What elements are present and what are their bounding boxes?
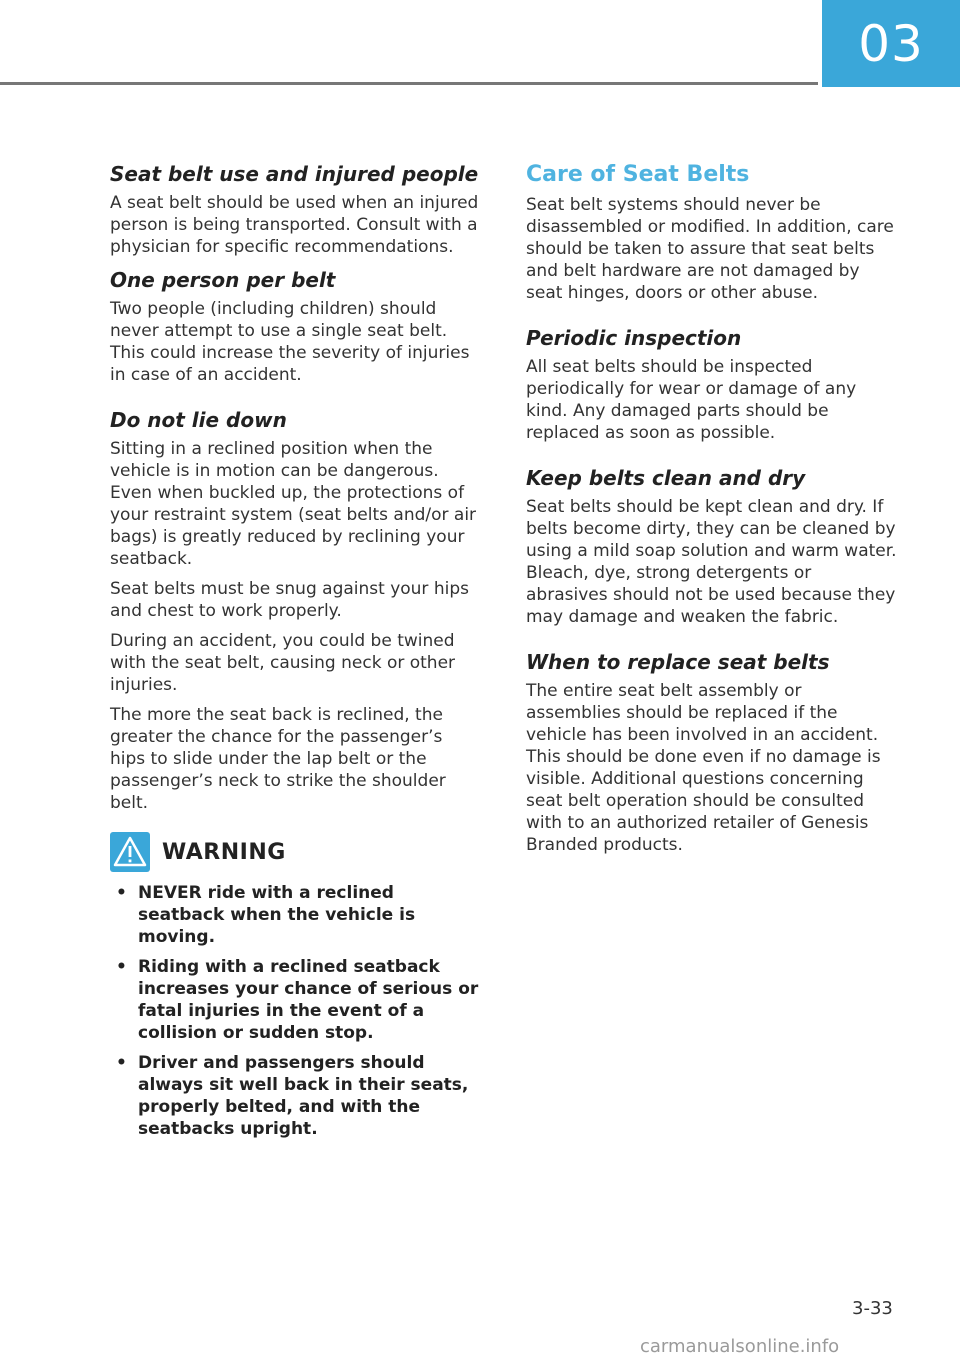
warning-item: • Driver and passengers should always sit well back in their seats, properly belted, and with the seatbacks upright. [116, 1053, 469, 1139]
heading-injured-people: Seat belt use and injured people [110, 162, 479, 186]
warning-item: • Riding with a reclined seatback increases your chance of serious or fatal injuries in the event of a collision or sudden stop. [116, 957, 479, 1043]
paragraph-reclined-position: Sitting in a reclined position when the vehicle is in motion can be dangerous. Even when buckled up, the protections of your restraint system (seat belts and/or air bags) is greatly reduced by reclining your seatback. [110, 439, 477, 569]
heading-periodic-inspection: Periodic inspection [526, 326, 742, 350]
warning-title: WARNING [162, 839, 286, 865]
paragraph-twined-belt: During an accident, you could be twined with the seat belt, causing neck or other injuries. [110, 631, 456, 695]
paragraph-injured-people: A seat belt should be used when an injured person is being transported. Consult with a physician for specific recommendations. [110, 193, 479, 257]
heading-do-not-lie-down: Do not lie down [110, 408, 287, 432]
warning-list [110, 882, 482, 1140]
header-rule [0, 82, 818, 85]
right-column [526, 160, 898, 864]
section-title-care-of-seat-belts: Care of Seat Belts [526, 162, 750, 187]
paragraph-snug-belts: Seat belts must be snug against your hips and chest to work properly. [110, 579, 469, 621]
paragraph-one-person-per-belt: Two people (including children) should never attempt to use a single seat belt. This could increase the severity of injuries in case of an accident. [110, 299, 470, 385]
heading-keep-belts-clean: Keep belts clean and dry [526, 466, 806, 490]
watermark-text: carmanualsonline.info [640, 1336, 840, 1357]
paragraph-when-to-replace: The entire seat belt assembly or assemblies should be replaced if the vehicle has been involved in an accident. This should be done even if no damage is visible. Additional questions concerning seat belt operation should be consulted with to an authorized retailer of Genesis Branded products. [526, 681, 881, 855]
heading-when-to-replace: When to replace seat belts [526, 650, 830, 674]
paragraph-keep-belts-clean: Seat belts should be kept clean and dry. If belts become dirty, they can be cleaned by using a mild soap solution and warm water. Bleach, dye, strong detergents or abrasives should not be used because they may damage and weaken the fabric. [526, 497, 897, 627]
left-column [110, 160, 482, 1148]
page-number: 3-33 [852, 1298, 893, 1319]
heading-one-person-per-belt: One person per belt [110, 268, 336, 292]
warning-item: • NEVER ride with a reclined seatback when the vehicle is moving. [116, 883, 416, 947]
paragraph-periodic-inspection: All seat belts should be inspected periodically for wear or damage of any kind. Any damaged parts should be replaced as soon as possible. [526, 357, 857, 443]
warning-header [110, 832, 482, 872]
paragraph-seatback-reclined: The more the seat back is reclined, the greater the chance for the passenger’s hips to slide under the lap belt or the passenger’s neck to strike the shoulder belt. [110, 705, 446, 813]
paragraph-care-intro: Seat belt systems should never be disassembled or modified. In addition, care should be taken to assure that seat belts and belt hardware are not damaged by seat hinges, doors or other abuse. [526, 195, 894, 303]
warning-triangle-icon [110, 832, 150, 872]
chapter-tab: 03 [822, 0, 960, 87]
